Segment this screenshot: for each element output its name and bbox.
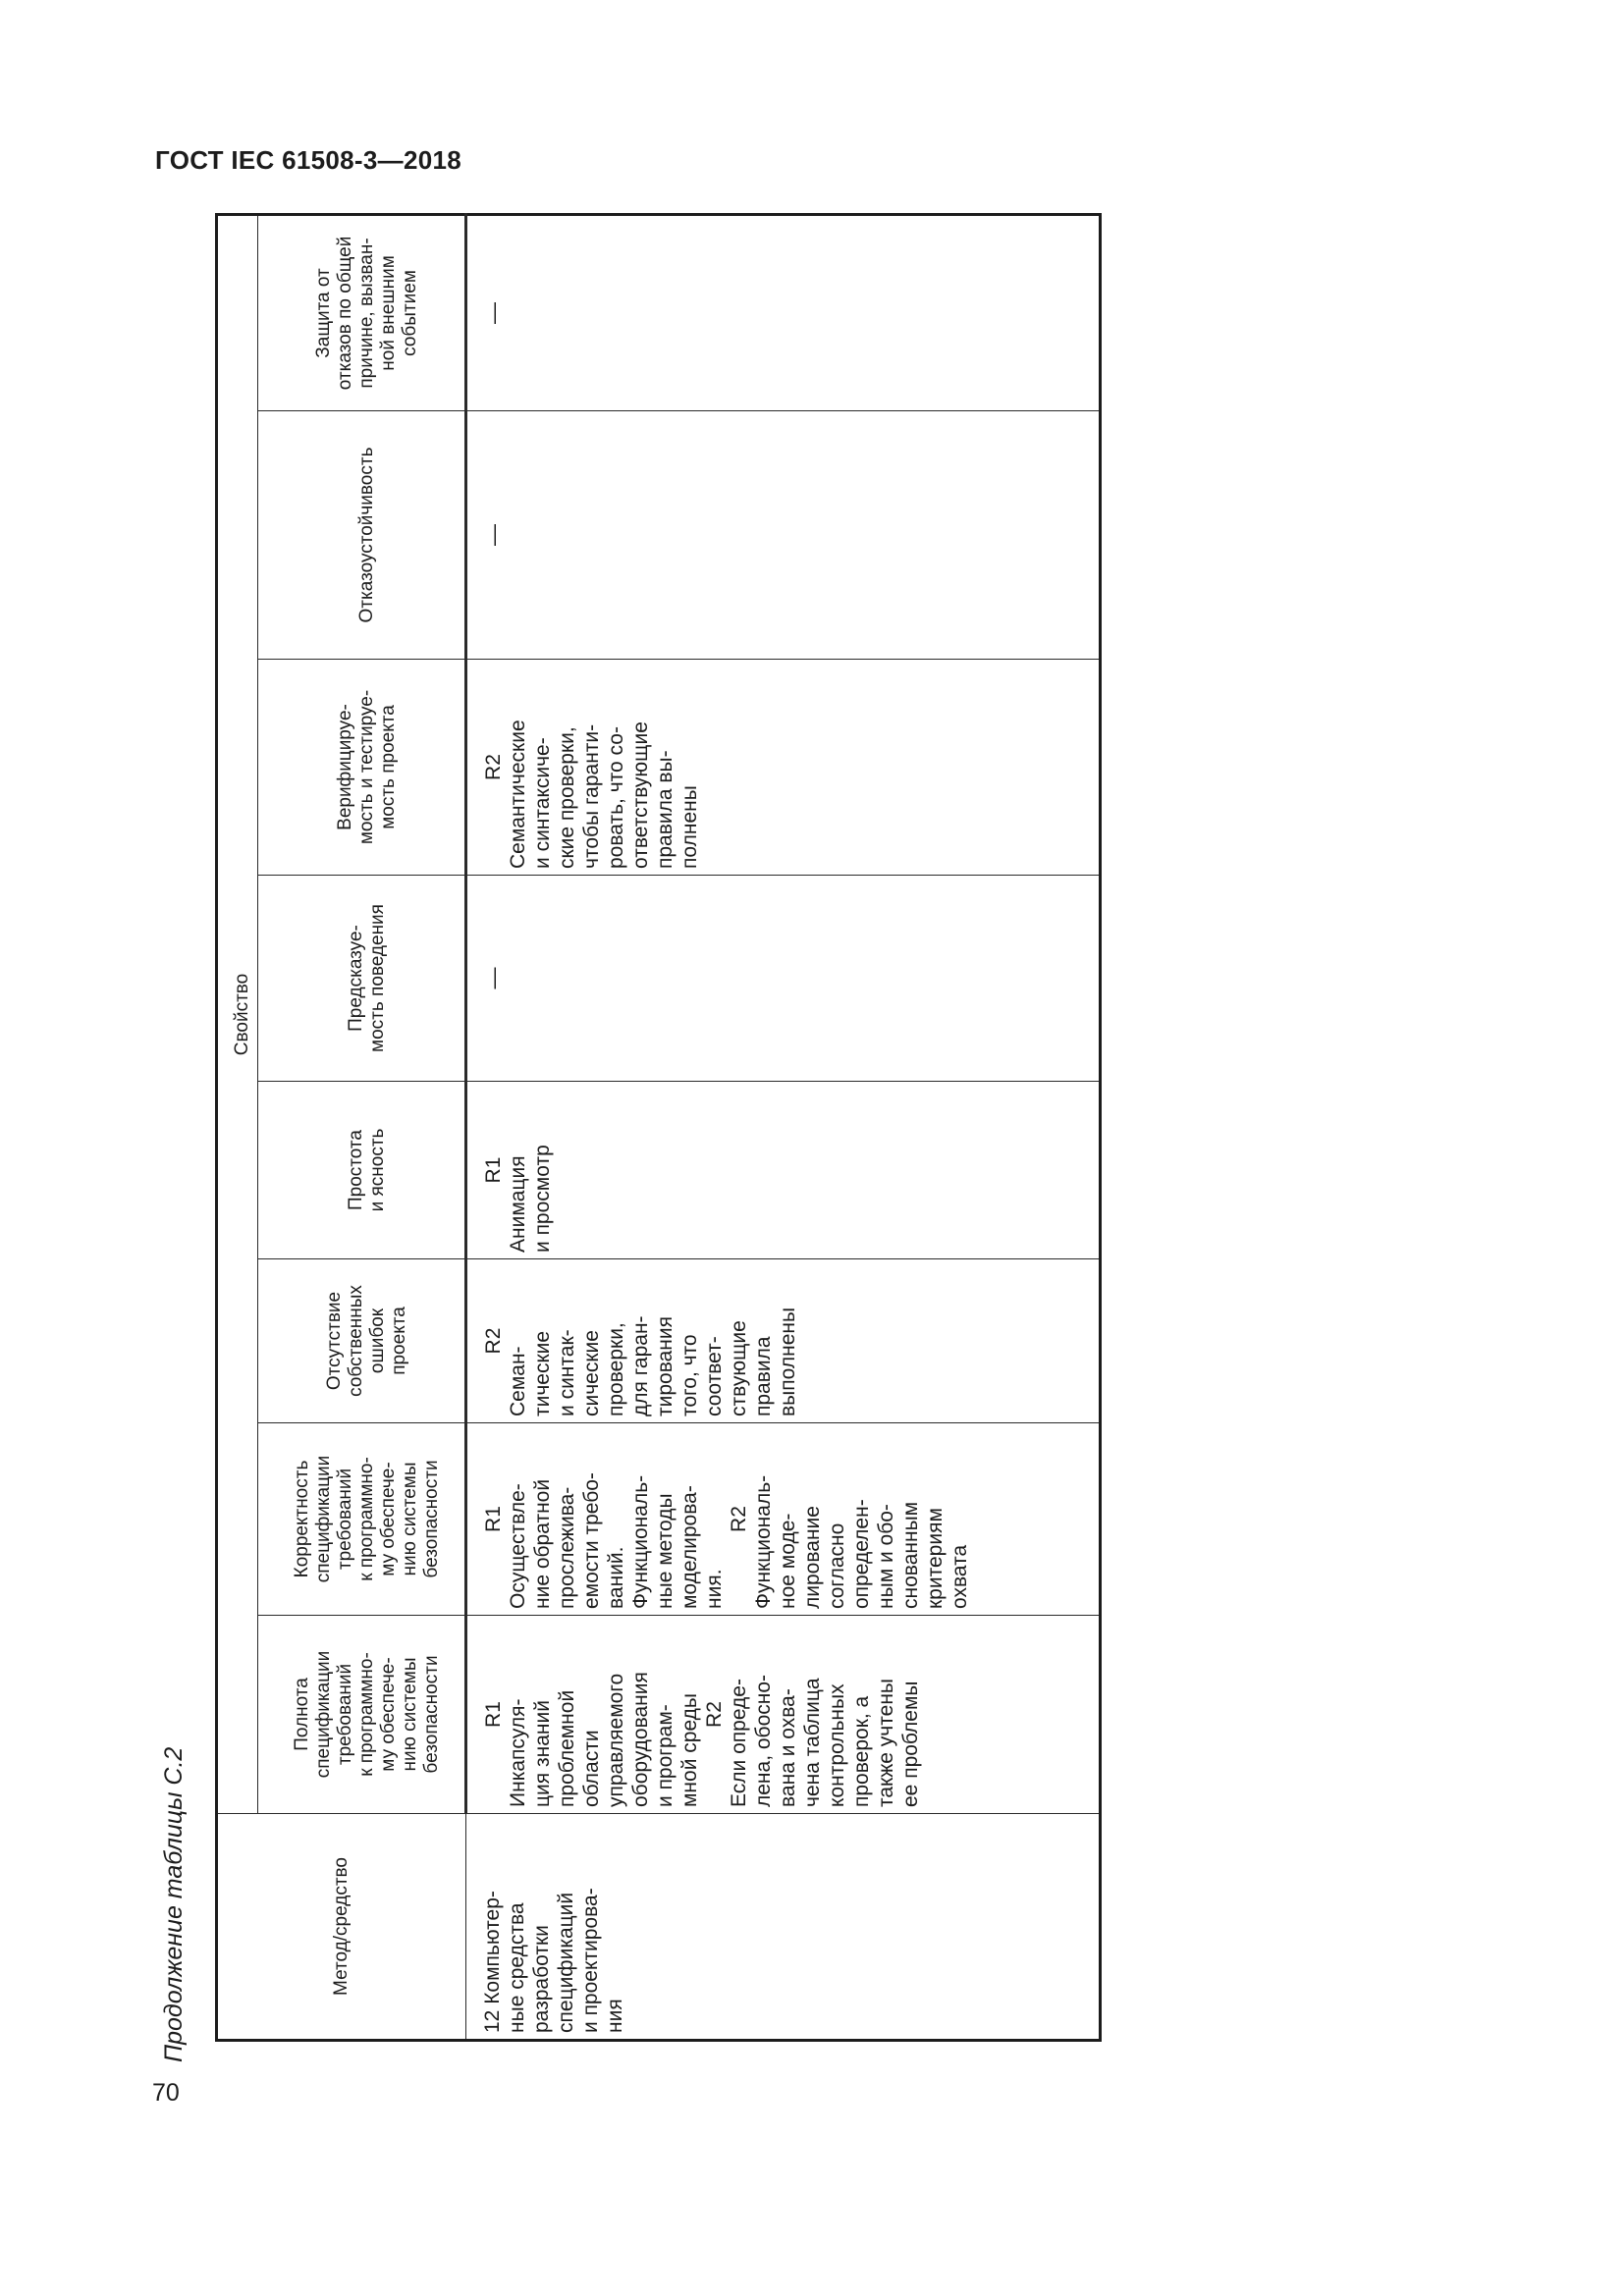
header-completeness <box>258 1616 466 1814</box>
cell-text-line: чтобы гаранти- <box>580 723 603 869</box>
header-text-line: Отказоустойчивость <box>356 447 377 623</box>
cell-text-line: ответствующие <box>629 721 652 869</box>
cell-text-line: емости требо- <box>580 1472 603 1609</box>
header-text-line: и ясность <box>367 1128 388 1212</box>
header-simplicity <box>258 1082 466 1259</box>
cell-text-line: снованным <box>899 1501 922 1609</box>
header-text-line: безопасности <box>421 1460 442 1578</box>
header-correctness <box>258 1423 466 1616</box>
header-fault-tolerance <box>258 411 466 660</box>
cell-text-line: оборудования <box>629 1672 652 1807</box>
cell-text-line: сические <box>580 1330 603 1416</box>
cell-text-line: и просмотр <box>531 1145 554 1253</box>
cell-text-line: Функциональ- <box>752 1474 775 1609</box>
cell-text-line: ния <box>604 1999 626 2033</box>
cell-correctness: R1 Осуществле- ние обратной прослежива- емости требо- ваний. Функциональ- ные методы моделирова- ния. R2 Функциональ- ное моде- лирование согласно определен- ным и обо- снованным критериям охвата <box>466 1423 1101 1616</box>
cell-text-line: определен- <box>850 1499 873 1609</box>
cell-text-line: области <box>580 1730 603 1807</box>
header-text-line: требований <box>335 1468 355 1571</box>
cell-text-line: согласно <box>826 1522 848 1609</box>
header-text-line: ной внешним <box>378 255 399 371</box>
header-text-line: проекта <box>389 1307 409 1375</box>
cell-text-line: проблемной <box>556 1689 578 1807</box>
cell-predictability: — <box>466 876 1101 1082</box>
header-property-group: Свойство <box>217 214 258 1813</box>
header-text-line: мость поведения <box>367 904 388 1052</box>
header-verifiability <box>258 660 466 876</box>
header-method <box>217 1814 466 2041</box>
cell-text-line: контрольных <box>826 1683 848 1807</box>
cell-text-line: моделирова- <box>678 1485 701 1609</box>
cell-simplicity: R1 Анимация и просмотр <box>466 1082 1101 1259</box>
cell-text-line: вана и охва- <box>777 1688 799 1807</box>
cell-text-line: того, что <box>678 1334 701 1416</box>
cell-text-line: проверки, <box>605 1322 627 1416</box>
cell-text-line: тические <box>531 1330 554 1416</box>
cell-text-line: Осуществле- <box>507 1483 529 1609</box>
cell-ccf-protection: — <box>466 214 1101 410</box>
cell-text-line: 12 Компьютер- <box>481 1891 504 2033</box>
cell-text-line: Функциональ- <box>629 1474 652 1609</box>
header-text-line: причине, вызван- <box>356 238 377 389</box>
header-text-line: Верифицируе- <box>335 704 355 830</box>
cell-text-line: чена таблица <box>801 1678 824 1807</box>
properties-table <box>215 213 1102 2042</box>
header-predictability <box>258 876 466 1082</box>
cell-text-line: ные методы <box>654 1493 677 1609</box>
cell-text-line: проверок, а <box>850 1695 873 1807</box>
cell-text-line: ные средства <box>506 1902 528 2033</box>
cell-text-line: Семан- <box>507 1346 529 1416</box>
cell-text-line: ция знаний <box>531 1700 554 1807</box>
cell-text-line: и синтак- <box>556 1329 578 1416</box>
header-text-line: Полнота <box>292 1678 312 1751</box>
header-text-line: собственных <box>346 1285 366 1397</box>
cell-text-line: ние обратной <box>531 1478 554 1609</box>
cell-text-line: ее проблемы <box>899 1681 922 1807</box>
cell-text-line: ния. <box>703 1569 726 1609</box>
cell-text-line: ным и обо- <box>875 1504 897 1609</box>
header-text-line: Простота <box>346 1130 366 1210</box>
cell-method <box>466 1814 1101 2041</box>
cell-text-line: и проектирова- <box>579 1888 602 2033</box>
cell-text-line: и програм- <box>654 1704 677 1807</box>
document-header: ГОСТ IEC 61508-3—2018 <box>155 145 461 175</box>
cell-text-line: охвата <box>948 1544 971 1609</box>
cell-no-errors: R2 Семан- тические и синтак- сические проверки, для гаран- тирования того, что соответ- ствующие правила выполнены <box>466 1259 1101 1423</box>
cell-text-line: правила вы- <box>654 750 677 869</box>
cell-text-line: Анимация <box>507 1155 529 1253</box>
header-text-line: требований <box>335 1663 355 1766</box>
header-text-line: му обеспече- <box>378 1657 399 1772</box>
cell-text-line: также учтены <box>875 1678 897 1807</box>
cell-verifiability: R2 Семантические и синтаксиче- ские проверки, чтобы гаранти- ровать, что со- ответствующие правила вы- полнены <box>466 660 1101 876</box>
cell-text-line: ровать, что со- <box>605 726 627 869</box>
page-number: 70 <box>152 2079 180 2107</box>
header-no-errors <box>258 1259 466 1423</box>
header-text-line: событием <box>400 270 420 356</box>
header-text-line: к программно- <box>356 1652 377 1777</box>
header-text-line: мость проекта <box>378 705 399 829</box>
cell-text-line: выполнены <box>777 1307 799 1416</box>
header-text-line: спецификации <box>313 1455 334 1583</box>
cell-text-line: критериям <box>924 1508 947 1609</box>
cell-fault-tolerance: — <box>466 411 1101 660</box>
cell-text-line: и синтаксиче- <box>531 737 554 869</box>
cell-text-line: Если опреде- <box>728 1679 750 1807</box>
header-text-line: спецификации <box>313 1650 334 1779</box>
rotated-table-area <box>156 216 1099 2062</box>
header-text-line: Метод/средство <box>331 1857 352 1996</box>
cell-text-line: прослежива- <box>556 1486 578 1609</box>
cell-text-line: лирование <box>801 1506 824 1609</box>
cell-text-line: соответ- <box>703 1336 726 1416</box>
cell-text-line: тирования <box>654 1315 677 1416</box>
cell-text-line: разработки <box>530 1925 553 2033</box>
cell-text-line: спецификаций <box>555 1892 577 2033</box>
header-text-line: нию системы <box>400 1657 420 1772</box>
header-text-line: мость и тестируе- <box>356 689 377 845</box>
cell-text-line: Инкапсуля- <box>507 1698 529 1807</box>
cell-text-line: Семантические <box>507 720 529 869</box>
cell-text-line: полнены <box>678 785 701 869</box>
header-text-line: ошибок <box>367 1308 388 1374</box>
cell-text-line: мной среды <box>678 1692 701 1807</box>
header-text-line: Отсутствие <box>324 1291 345 1391</box>
cell-text-line: правила <box>752 1336 775 1416</box>
header-text-line: му обеспече- <box>378 1462 399 1576</box>
table-caption: Продолжение таблицы С.2 <box>160 1746 188 2062</box>
cell-text-line: ские проверки, <box>556 726 578 869</box>
cell-text-line: для гаран- <box>629 1315 652 1416</box>
cell-text-line: управляемого <box>605 1673 627 1807</box>
cell-text-line: ное моде- <box>777 1513 799 1609</box>
cell-text-line: ваний. <box>605 1546 627 1609</box>
header-text-line: к программно- <box>356 1457 377 1581</box>
header-text-line: Корректность <box>292 1460 312 1578</box>
header-text-line: отказов по общей <box>335 236 355 391</box>
header-ccf-protection <box>258 214 466 410</box>
header-text-line: нию системы <box>400 1462 420 1576</box>
header-text-line: Защита от <box>313 268 334 358</box>
cell-text-line: ствующие <box>728 1320 750 1416</box>
header-text-line: безопасности <box>421 1655 442 1774</box>
cell-completeness: R1 Инкапсуля- ция знаний проблемной области управляемого оборудования и програм- мной среды R2 Если опреде- лена, обосно- вана и охва- чена таблица контрольных проверок, а также учтены ее проблемы <box>466 1616 1101 1814</box>
header-text-line: Предсказуе- <box>346 925 366 1032</box>
cell-text-line: лена, обосно- <box>752 1674 775 1807</box>
